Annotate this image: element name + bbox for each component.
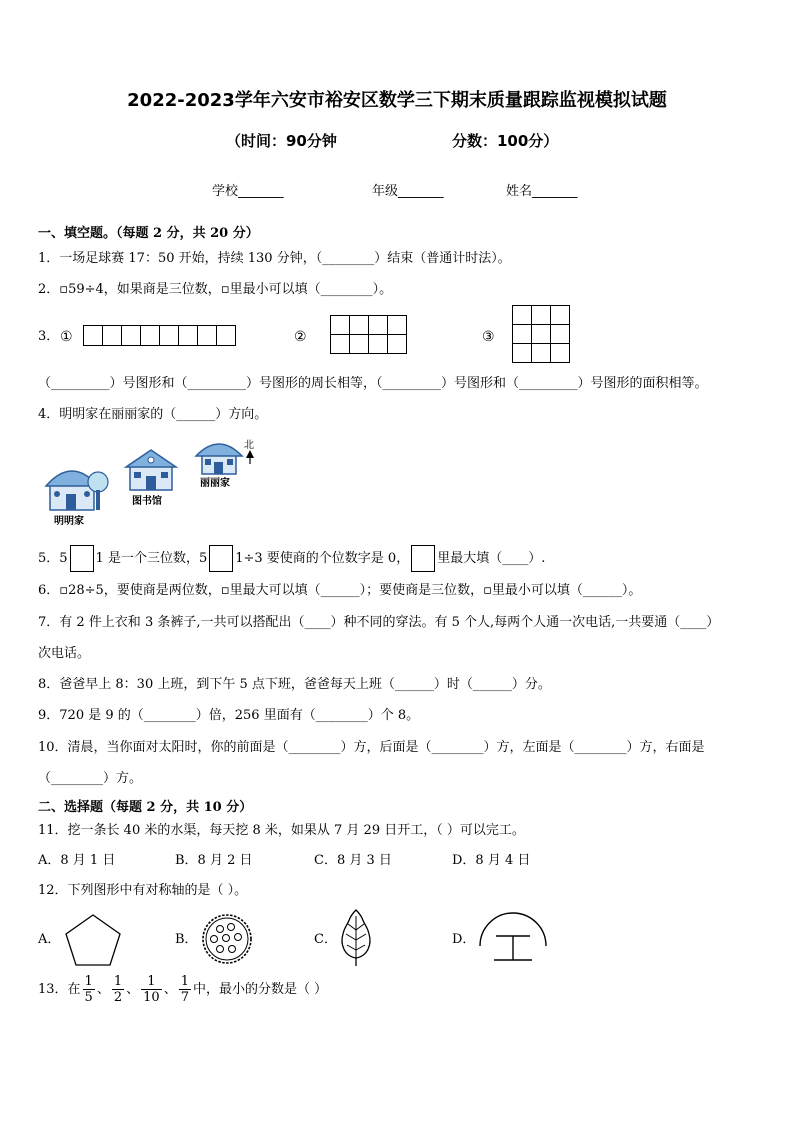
lili-house-icon [196, 444, 242, 474]
direction-map [40, 436, 280, 532]
fraction-4-denominator: 7 [180, 990, 189, 1005]
arch-symbol-icon [476, 908, 550, 970]
q11-option-b: B．8 月 2 日 [175, 853, 253, 868]
question-5-part2: 1 是一个三位数，5 [95, 551, 208, 566]
question-3-text: （_________）号图形和（_________）号图形的周长相等，（_________）号图形和（_________）号图形的面积相等。 [38, 376, 708, 391]
north-label: 北 [244, 440, 254, 451]
q11-option-a: A．8 月 1 日 [38, 853, 116, 868]
question-13-prefix: 13．在 [38, 982, 81, 997]
question-7-line1: 7．有 2 件上衣和 3 条裤子,一共可以搭配出（____）种不同的穿法。有 5 个人,每两个人通一次电话,一共要通（____） [38, 615, 720, 630]
question-9: 9．720 是 9 的（________）倍，256 里面有（________）个 8。 [38, 708, 420, 723]
page-title: 2022-2023学年六安市裕安区数学三下期末质量跟踪监视模拟试题 [127, 90, 667, 111]
q12-option-b: B． [175, 932, 198, 947]
q12-option-d: D． [452, 932, 476, 947]
question-11: 11．挖一条长 40 米的水渠，每天挖 8 米，如果从 7 月 29 日开工，（ ）可以完工。 [38, 823, 525, 838]
pentagon-icon [62, 912, 124, 968]
question-5-part1: 5．5 [38, 551, 68, 566]
figure-3-mark: ③ [482, 329, 495, 345]
mingming-house-icon [46, 471, 108, 510]
fraction-2-numerator: 1 [113, 974, 123, 989]
question-4: 4．明明家在丽丽家的（______）方向。 [38, 407, 268, 422]
q12-option-c: C． [314, 932, 337, 947]
gear-circle-icon [200, 912, 254, 966]
question-10-line1: 10．清晨，当你面对太阳时，你的前面是（________）方，后面是（________）方，左面是（________）方，右面是 [38, 740, 705, 755]
separator-1: 、 [96, 982, 110, 997]
section2-heading: 二、选择题（每题 2 分，共 10 分） [38, 800, 253, 815]
fraction-2 [112, 974, 124, 1005]
fraction-1 [83, 974, 95, 1005]
grade-field: 年级_______ [372, 184, 444, 199]
figure-2-grid [330, 315, 407, 354]
separator-3: 、 [163, 982, 177, 997]
question-5-part4: 里最大填（____）. [437, 551, 546, 566]
mingming-home-label: 明明家 [54, 516, 84, 527]
fraction-2-denominator: 2 [113, 990, 123, 1005]
separator-2: 、 [126, 982, 140, 997]
question-6: 6．▫28÷5，要使商是两位数，▫里最大可以填（______）；要使商是三位数，▫里最小可以填（______）。 [38, 583, 642, 598]
figure-3-grid [512, 305, 570, 363]
lili-home-label: 丽丽家 [200, 478, 230, 489]
question-1: 1．一场足球赛 17：50 开始，持续 130 分钟，（________）结束（普通计时法）。 [38, 251, 511, 266]
leaf-icon [336, 908, 376, 970]
question-5-part3: 1÷3 要使商的个位数字是 0， [235, 551, 410, 566]
figure-1-grid [83, 325, 236, 346]
question-2: 2．▫59÷4，如果商是三位数，▫里最小可以填（________）。 [38, 282, 393, 297]
north-arrow-icon [246, 450, 254, 464]
library-icon [126, 450, 176, 490]
question-10-line2: （________）方。 [38, 771, 143, 786]
question-12: 12．下列图形中有对称轴的是（ ）。 [38, 883, 248, 898]
fraction-4 [179, 974, 191, 1005]
fraction-3 [141, 974, 162, 1005]
exam-time: （时间：90分钟 [226, 132, 337, 150]
fraction-1-denominator: 5 [84, 990, 93, 1005]
q11-option-d: D．8 月 4 日 [452, 853, 531, 868]
figure-1-mark: ① [60, 329, 73, 345]
question-13-suffix: 中，最小的分数是（ ） [192, 982, 328, 997]
question-3-label: 3． [38, 329, 60, 344]
exam-score: 分数：100分） [452, 132, 559, 150]
fraction-3-denominator: 10 [143, 990, 160, 1005]
fraction-3-numerator: 1 [141, 974, 162, 990]
question-5 [38, 545, 545, 572]
q12-option-a: A． [38, 932, 61, 947]
school-field: 学校_______ [212, 184, 284, 199]
figure-2-mark: ② [294, 329, 307, 345]
digit-box-2 [209, 545, 233, 572]
q11-option-c: C．8 月 3 日 [314, 853, 392, 868]
name-field: 姓名_______ [506, 184, 578, 199]
digit-box-1 [70, 545, 94, 572]
question-8: 8．爸爸早上 8：30 上班，到下午 5 点下班，爸爸每天上班（______）时（______）分。 [38, 677, 551, 692]
fraction-1-numerator: 1 [84, 974, 93, 989]
question-7-line2: 次电话。 [38, 646, 91, 661]
fraction-4-numerator: 1 [180, 974, 189, 989]
library-label: 图书馆 [132, 496, 162, 507]
digit-box-3 [411, 545, 435, 572]
section1-heading: 一、填空题。（每题 2 分，共 20 分） [38, 226, 259, 241]
question-13 [38, 972, 327, 1008]
